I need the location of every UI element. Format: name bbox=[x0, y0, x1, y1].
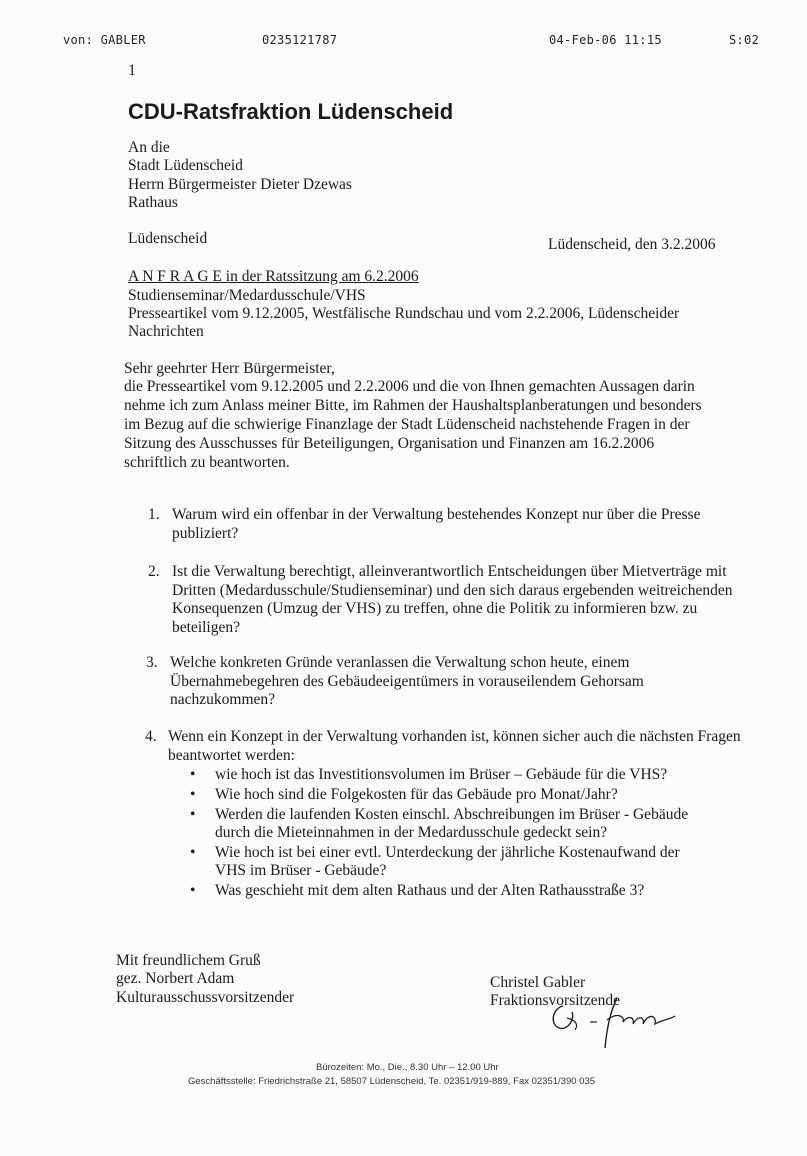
list-item: • Wie hoch ist bei einer evtl. Unterdeckung der jährliche Kostenaufwand der VHS im Brüser - Gebäude? bbox=[190, 844, 680, 879]
subject-line: Nachrichten bbox=[128, 323, 204, 340]
body-line: die Presseartikel vom 9.12.2005 und 2.2.2006 und die von Ihnen gemachten Aussagen darin bbox=[124, 378, 695, 395]
subject-heading: A N F R A G E in der Ratssitzung am 6.2.2006 bbox=[128, 268, 419, 285]
letterhead: CDU-Ratsfraktion Lüdenscheid bbox=[128, 99, 454, 124]
recipient-line: Rathaus bbox=[128, 194, 178, 211]
recipient-line: Stadt Lüdenscheid bbox=[128, 157, 243, 174]
body-line: schriftlich zu beantworten. bbox=[124, 454, 290, 471]
list-item: • Wie hoch sind die Folgekosten für das Gebäude pro Monat/Jahr? bbox=[190, 786, 618, 803]
salutation: Sehr geehrter Herr Bürgermeister, bbox=[124, 360, 335, 377]
question-text: Welche konkreten Gründe veranlassen die Verwaltung schon heute, einem Übernahmebegehren des Gebäudeeigentümers in vorauseilendem Gehorsam nachzukommen? bbox=[170, 654, 644, 708]
signer-title: Kulturausschussvorsitzender bbox=[116, 989, 295, 1006]
question-number: 1. bbox=[148, 506, 160, 523]
list-item: • Was geschieht mit dem alten Rathaus und der Alten Rathausstraße 3? bbox=[190, 882, 645, 899]
body-line: nehme ich zum Anlass meiner Bitte, im Rahmen der Haushaltsplanberatungen und besonders bbox=[124, 397, 702, 414]
list-item: • wie hoch ist das Investitionsvolumen im Brüser – Gebäude für die VHS? bbox=[190, 766, 668, 783]
footer-hours: Bürozeiten: Mo., Die., 8.30 Uhr – 12.00 Uhr bbox=[316, 1062, 499, 1073]
closing-greeting: Mit freundlichem Gruß bbox=[116, 952, 261, 969]
subject-line: Presseartikel vom 9.12.2005, Westfälische Rundschau und vom 2.2.2006, Lüdenscheider bbox=[128, 305, 680, 322]
recipient-city: Lüdenscheid bbox=[128, 230, 208, 247]
question-text: Wenn ein Konzept in der Verwaltung vorhanden ist, können sicher auch die nächsten Fragen beantwortet werden: bbox=[168, 728, 741, 764]
sub-question-list bbox=[190, 766, 710, 902]
recipient-line: An die bbox=[128, 139, 170, 156]
bullet-icon: • bbox=[190, 806, 196, 823]
body-line: im Bezug auf die schwierige Finanzlage der Stadt Lüdenscheid nachstehende Fragen in der bbox=[124, 416, 690, 433]
question-number: 2. bbox=[148, 563, 160, 580]
page-number: 1 bbox=[128, 62, 136, 79]
signer-name: gez. Norbert Adam bbox=[116, 970, 235, 987]
footer-address: Geschäftsstelle: Friedrichstraße 21, 58507 Lüdenscheid, Te. 02351/919-889, Fax 02351/390 035 bbox=[188, 1076, 596, 1087]
fax-phone: 0235121787 bbox=[262, 33, 338, 47]
subject-line: Studienseminar/Medardusschule/VHS bbox=[128, 287, 366, 304]
question-number: 4. bbox=[145, 728, 157, 745]
signer-title: Fraktionsvorsitzende bbox=[490, 992, 621, 1009]
question-text: Warum wird ein offenbar in der Verwaltung bestehendes Konzept nur über die Presse publiziert? bbox=[172, 506, 701, 542]
date-line: Lüdenscheid, den 3.2.2006 bbox=[548, 236, 716, 253]
bullet-icon: • bbox=[190, 766, 196, 783]
recipient-line: Herrn Bürgermeister Dieter Dzewas bbox=[128, 176, 352, 193]
bullet-icon: • bbox=[190, 786, 196, 803]
question-text: Ist die Verwaltung berechtigt, alleinverantwortlich Entscheidungen über Mietverträge mit Dritten (Medardusschule/Studienseminar) und den sich daraus ergebenden weitreichenden Konsequenzen (Umzug der VHS) zu treffen, ohne die Politik zu informieren bzw. zu beteiligen? bbox=[172, 563, 733, 636]
question-number: 3. bbox=[146, 654, 158, 671]
fax-page: S:02 bbox=[729, 33, 760, 47]
list-item: • Werden die laufenden Kosten einschl. Abschreibungen im Brüser - Gebäude durch die Mieteinnahmen in der Medardusschule gedeckt sein? bbox=[190, 806, 689, 841]
handwritten-signature bbox=[545, 990, 685, 1050]
fax-sender: von: GABLER bbox=[63, 33, 146, 47]
fax-datetime: 04-Feb-06 11:15 bbox=[549, 33, 662, 47]
signer-name: Christel Gabler bbox=[490, 974, 586, 991]
bullet-icon: • bbox=[190, 844, 196, 861]
body-line: Sitzung des Ausschusses für Beteiligungen, Organisation und Finanzen am 16.2.2006 bbox=[124, 435, 655, 452]
bullet-icon: • bbox=[190, 882, 196, 899]
